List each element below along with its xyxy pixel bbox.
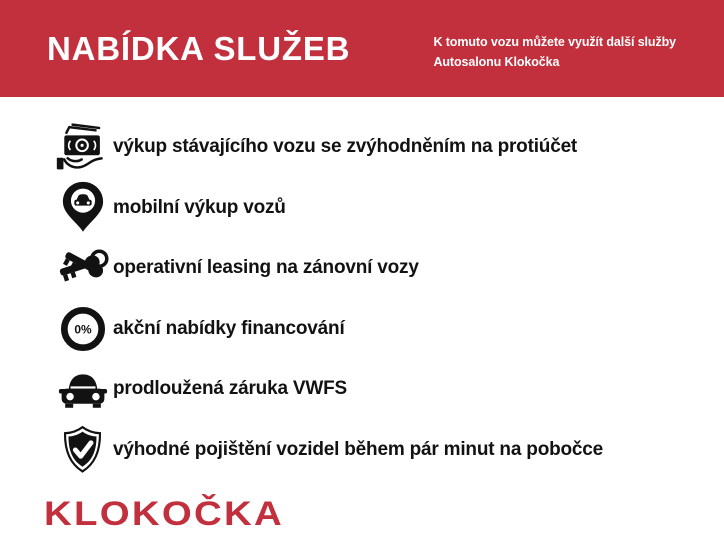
- service-row-insurance: [0, 420, 724, 481]
- service-label-warranty: prodloužená záruka VWFS: [113, 378, 347, 400]
- services-list: [0, 97, 724, 480]
- service-row-warranty: [0, 359, 724, 420]
- service-label-trade-in: výkup stávajícího vozu se zvýhodněním na protiúčet: [113, 136, 578, 158]
- zero-percent-text: 0%: [73, 322, 92, 337]
- page-title: NABÍDKA SLUŽEB: [47, 29, 351, 67]
- car-location-pin-icon: [56, 179, 109, 237]
- service-label-leasing: operativní leasing na zánovní vozy: [113, 257, 419, 279]
- header-banner: [0, 0, 724, 97]
- service-row-leasing: [0, 238, 724, 299]
- service-row-trade-in: [0, 117, 724, 178]
- shield-check-icon: [56, 421, 109, 479]
- header-subtitle-line2: Autosalonu Klokočka: [433, 54, 560, 69]
- klokocka-logo: KLOKOČKA: [44, 495, 285, 533]
- car-keys-icon: [56, 239, 109, 297]
- cash-in-hand-icon: [56, 118, 109, 176]
- zero-percent-icon: [56, 300, 109, 358]
- service-label-insurance: výhodné pojištění vozidel během pár minut na pobočce: [113, 438, 604, 460]
- service-label-mobile-buyout: mobilní výkup vozů: [113, 196, 286, 218]
- service-label-financing: akční nabídky financování: [113, 317, 345, 339]
- service-row-financing: [0, 299, 724, 360]
- service-row-mobile-buyout: [0, 178, 724, 239]
- header-subtitle: [433, 32, 676, 72]
- car-front-icon: [56, 360, 109, 418]
- header-subtitle-line1: K tomuto vozu můžete využít další služby: [433, 34, 676, 49]
